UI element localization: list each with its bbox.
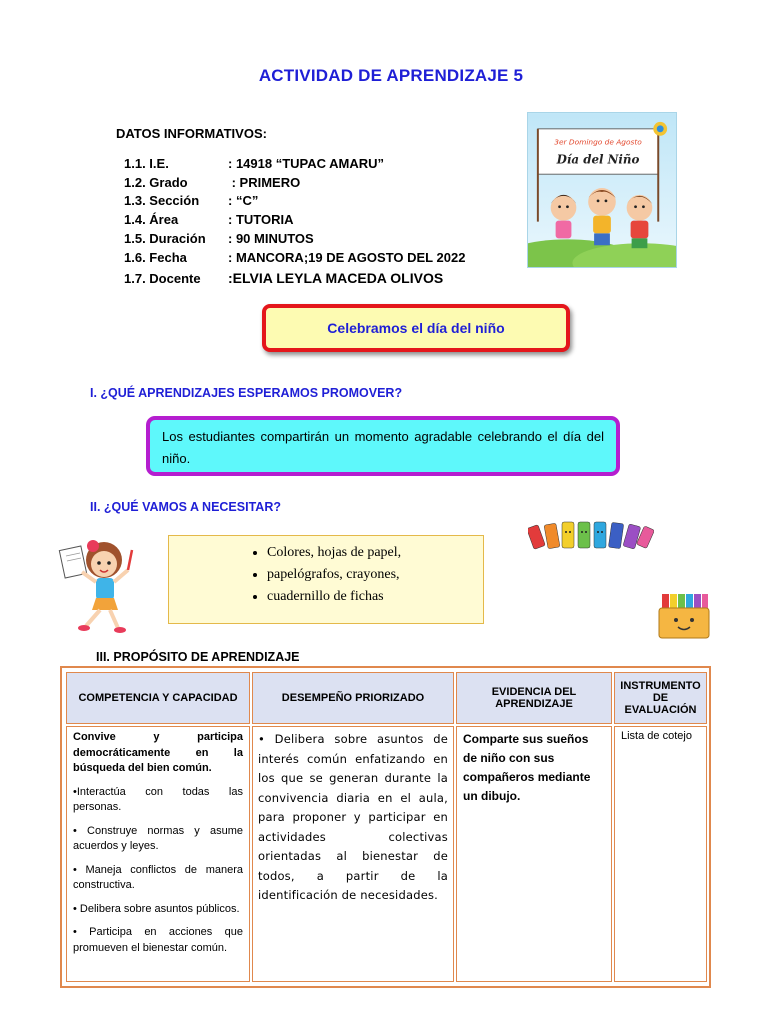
poster-line2: Día del Niño [556, 152, 640, 167]
info-label: 1.3. Sección [124, 193, 200, 208]
info-label: 1.7. Docente [124, 271, 201, 286]
header-competencia: COMPETENCIA Y CAPACIDAD [66, 672, 250, 724]
info-value: : 90 MINUTOS [228, 231, 314, 246]
info-label: 1.2. Grado [124, 175, 188, 190]
list-item: • Construye normas y asume acuerdos y leyes. [73, 824, 243, 852]
info-label: 1.5. Duración [124, 231, 206, 246]
info-label: 1.1. I.E. [124, 156, 169, 171]
info-value: : MANCORA;19 DE AGOSTO DEL 2022 [228, 250, 466, 265]
girl-with-paper-illustration [56, 530, 150, 634]
info-row-seccion [124, 193, 258, 208]
info-label: 1.4. Área [124, 212, 179, 227]
info-value: : “C” [228, 193, 259, 208]
info-value: : TUTORIA [228, 212, 294, 227]
header-evidencia: EVIDENCIA DEL APRENDIZAJE [456, 672, 612, 724]
evidencia-cell: Comparte sus sueños de niño con sus compañeros mediante un dibujo. [456, 726, 612, 982]
aprendizaje-text: Los estudiantes compartirán un momento agradable celebrando el día del niño. [162, 429, 604, 466]
info-label: 1.6. Fecha [124, 250, 187, 265]
list-item: • papelógrafos, crayones, [267, 564, 483, 586]
materials-list [169, 536, 483, 608]
header-instrumento: INSTRUMENTO DE EVALUACIÓN [614, 672, 707, 724]
info-row-ie [124, 156, 384, 171]
info-row-duracion [124, 231, 314, 246]
section-heading-aprendizajes: I. ¿QUÉ APRENDIZAJES ESPERAMOS PROMOVER? [90, 386, 403, 400]
list-item: • Participa en acciones que promueven el bienestar común. [73, 926, 243, 954]
list-item: •Interactúa con todas las personas. [73, 785, 243, 813]
desempeno-cell: • Delibera sobre asuntos de interés común enfatizando en los que se generan durante la convivencia diaria en el aula, para proponer y participar en actividades colectivas orientadas al bienestar de todos, a partir de la identificación de necesidades. [252, 726, 454, 982]
section-heading-necesitar: II. ¿QUÉ VAMOS A NECESITAR? [90, 500, 281, 514]
info-row-area [124, 212, 293, 227]
info-value: : PRIMERO [228, 175, 301, 190]
section-heading-proposito: III. PROPÓSITO DE APRENDIZAJE [96, 650, 300, 664]
list-item: • cuadernillo de fichas [267, 586, 483, 608]
list-item: • Delibera sobre asuntos públicos. [73, 902, 240, 915]
info-row-grado [124, 175, 300, 190]
colored-pencils-illustration [528, 520, 654, 556]
poster-line1: 3er Domingo de Agosto [554, 137, 642, 147]
page-title: ACTIVIDAD DE APRENDIZAJE 5 [258, 66, 524, 85]
dia-del-nino-poster [527, 112, 677, 268]
header-desempeno: DESEMPEÑO PRIORIZADO [252, 672, 454, 724]
info-row-fecha [124, 250, 465, 265]
theme-box [262, 304, 570, 352]
aprendizaje-box [146, 416, 620, 476]
info-row-docente [124, 270, 443, 286]
list-item: • Colores, hojas de papel, [267, 542, 483, 564]
proposito-table [60, 666, 711, 988]
info-value: :ELVIA LEYLA MACEDA OLIVOS [228, 270, 444, 286]
datos-informativos-heading: DATOS INFORMATIVOS: [116, 126, 267, 141]
instrumento-cell: Lista de cotejo [614, 726, 707, 982]
crayon-box-illustration [656, 590, 712, 640]
list-item: • Maneja conflictos de manera constructiva. [73, 863, 243, 891]
competencia-title: Convive y participa democráticamente en la búsqueda del bien común. [73, 731, 243, 774]
info-value: : 14918 “TUPAC AMARU” [228, 156, 385, 171]
theme-text: Celebramos el día del niño [327, 320, 505, 336]
materials-box [168, 535, 484, 624]
competencia-cell [66, 726, 250, 982]
